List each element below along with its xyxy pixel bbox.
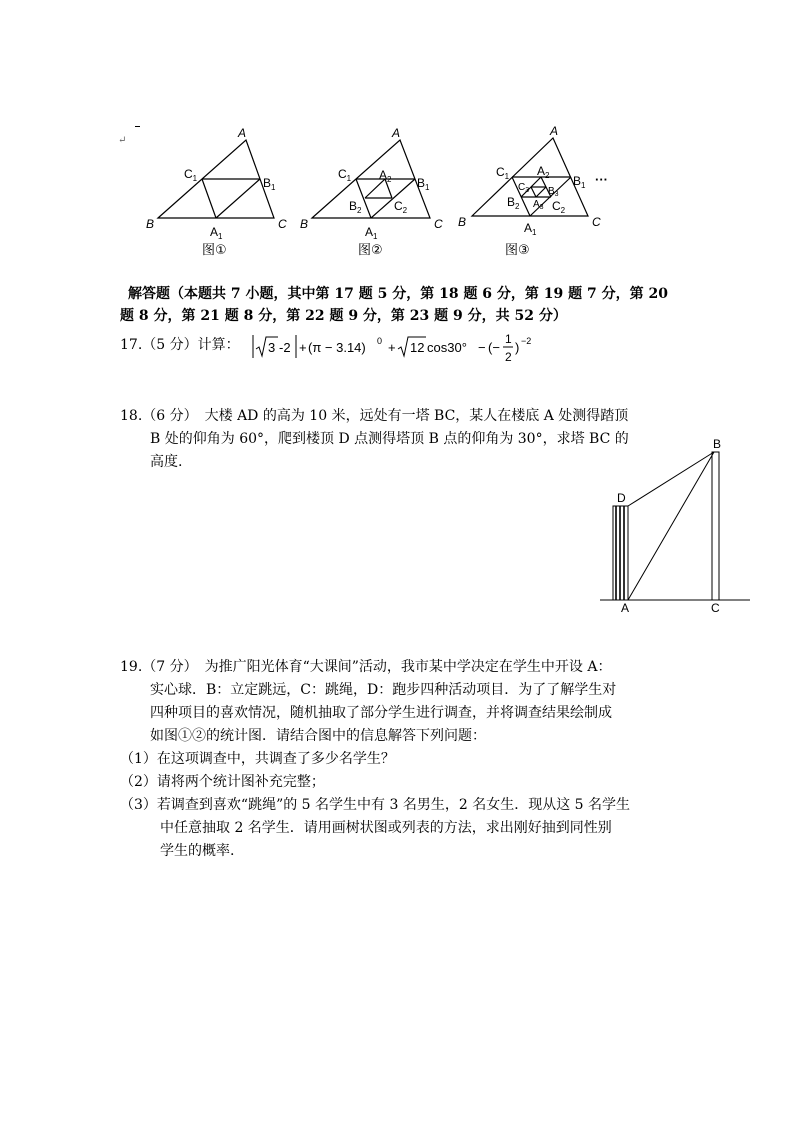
fig3-label-B1: $B_1$ [573,174,586,190]
q19-sub3b: 中任意抽取 2 名学生．请用画树状图或列表的方法，求出刚好抽到同性别 [160,820,612,836]
fig2-label-A1: $A_1$ [365,225,378,241]
q18-tower-diagram [596,434,756,616]
fig3-dots: ··· [595,172,608,187]
q17-num: 1 [505,332,512,346]
return-mark: ↵ [118,135,127,146]
q19-line2: 实心球．B：立定跳远，C：跳绳，D：跑步四种活动项目．为了了解学生对 [150,682,617,698]
fig3-label-A3: $A_3$ [533,199,544,211]
fig3-label-A1: $A_1$ [524,221,537,237]
fig2-label-B2: $B_2$ [349,199,362,215]
q17-plus1: + [299,340,307,355]
q17-minus2: -2 [279,340,291,355]
fig1-label-C1: $C_1$ [184,167,198,183]
fig1-label-A: A [238,126,247,140]
q19-line4: 如图①②的统计图．请结合图中的信息解答下列问题： [150,728,486,744]
fig3-label-A: A [550,124,559,138]
fig1-label-B1: $B_1$ [263,176,276,192]
fig3-label-C3: $C_3$ [518,182,530,194]
fig2-label-C1: $C_1$ [338,167,352,183]
q18-label-C: C [711,601,720,615]
fig3-label-C2: $C_2$ [552,199,566,215]
fig3-label-B2: $B_2$ [507,195,520,211]
fig3-caption: 图③ [505,242,530,257]
q18-label-A: A [621,601,630,615]
question-17 [120,330,560,366]
triangle-figures [140,124,640,262]
section-heading-line2: 题 8 分，第 21 题 8 分，第 22 题 9 分，第 23 题 9 分，共 52 分） [120,308,567,324]
q17-sqrt12: 12 [410,340,425,355]
fig3-label-C1: $C_1$ [496,165,510,181]
q17-sqrt3: 3 [268,340,276,355]
q18-line3: 高度. [150,454,183,470]
fig1-label-C: C [278,217,287,231]
fig1-caption: 图① [202,242,227,257]
q18-line2: B 处的仰角为 60°，爬到楼顶 D 点测得塔顶 B 点的仰角为 30°，求塔 BC 的 [150,431,629,447]
q18-label-B: B [713,437,722,451]
q17-paren-close: ) [515,340,520,355]
q17-formula [250,330,550,366]
fig2-label-C2: $C_2$ [394,199,408,215]
q17-minus: − [478,340,486,355]
q17-den: 2 [505,350,512,364]
fig1-label-A1: $A_1$ [210,225,223,241]
fig2-label-B1: $B_1$ [417,176,430,192]
fig2-label-A2: $A_2$ [379,168,392,184]
q17-exp0: 0 [377,336,383,346]
fig1-label-B: B [146,217,155,231]
fig3-label-B: B [458,215,467,229]
q17-paren-open: (− [488,340,500,355]
q19-line3: 四种项目的喜欢情况，随机抽取了部分学生进行调查，并将调查结果绘制成 [150,705,612,721]
q19-sub3c: 学生的概率. [160,843,235,859]
fig3-label-C: C [592,215,601,229]
q17-plus2: + [388,340,396,355]
q17-exp-neg2: −2 [521,336,532,346]
q19-sub2: （2）请将两个统计图补充完整； [120,774,325,790]
q19-line1: 19.（7 分） 为推广阳光体育“大课间”活动，我市某中学决定在学生中开设 A： [120,659,612,675]
q17-pi-term: (π − 3.14) [308,340,366,355]
q18-label-D: D [617,491,626,505]
fig2-label-A: A [392,126,401,140]
fig2-label-B: B [300,217,309,231]
fig2-label-C: C [434,217,443,231]
q17-cos: cos30° [427,340,467,355]
fig3-label-A2: $A_2$ [537,164,550,180]
q19-sub3a: （3）若调查到喜欢“跳绳”的 5 名学生中有 3 名男生，2 名女生．现从这 5 名学生 [120,797,631,813]
fig2-caption: 图② [358,242,383,257]
q18-line1: 18.（6 分） 大楼 AD 的高为 10 米，远处有一塔 BC，某人在楼底 A 处测得踏顶 [120,408,629,424]
section-heading-line1: 解答题（本题共 7 小题，其中第 17 题 5 分，第 18 题 6 分，第 19 题 7 分，第 20 [128,286,669,302]
fig3-label-B3: $B_3$ [548,186,559,198]
q17-prefix: 17.（5 分）计算： [120,337,240,353]
q19-sub1: （1）在这项调查中，共调查了多少名学生？ [120,751,395,767]
